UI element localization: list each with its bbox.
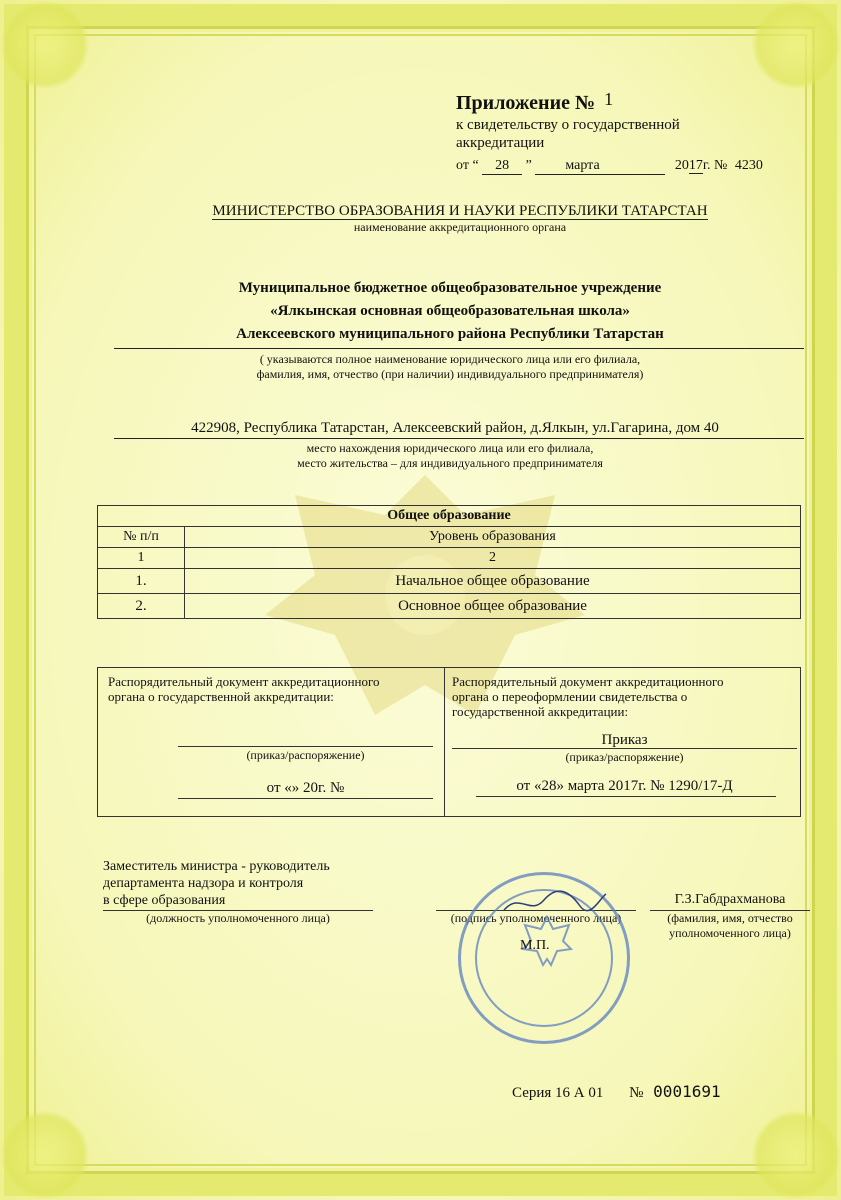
divider bbox=[452, 748, 797, 749]
divider bbox=[114, 438, 804, 439]
divider bbox=[178, 746, 433, 747]
table-title: Общее образование bbox=[98, 506, 801, 527]
serial-number: 0001691 bbox=[653, 1082, 721, 1101]
divider bbox=[114, 348, 804, 349]
appendix-date-line: от “ 28 ” марта 2017г. № 4230 bbox=[456, 158, 763, 173]
organization-name: Муниципальное бюджетное общеобразовательное учреждение «Ялкынская основная общеобразовательная школа» Алексеевского муниципального района Республики Татарстан bbox=[236, 280, 664, 342]
row-number: 1 bbox=[98, 548, 185, 569]
row-level: 2 bbox=[185, 548, 801, 569]
table-row bbox=[98, 594, 801, 619]
authority-block bbox=[180, 203, 740, 235]
table-row bbox=[98, 548, 801, 569]
right-doc-title: Распорядительный документ аккредитационного органа о переоформлении свидетельства о государственной аккредитации: bbox=[452, 674, 724, 719]
corner-ornament bbox=[0, 1110, 90, 1200]
row-level: Начальное общее образование bbox=[185, 569, 801, 594]
right-doc-type: Приказ bbox=[601, 732, 648, 748]
left-doc-date: от «» 20г. № bbox=[266, 780, 345, 796]
month-field: марта bbox=[535, 158, 665, 175]
address-caption: место нахождения юридического лица или его филиала, место жительства – для индивидуального предпринимателя bbox=[297, 441, 603, 470]
appendix-subtitle: к свидетельству о государственной аккредитации bbox=[456, 117, 680, 151]
authority-caption: наименование аккредитационного органа bbox=[353, 220, 567, 234]
signatory-position: Заместитель министра - руководитель департамента надзора и контроля в сфере образования bbox=[103, 859, 330, 908]
table-header-row bbox=[98, 527, 801, 548]
seal-label: М.П. bbox=[520, 938, 550, 953]
table-row bbox=[98, 569, 801, 594]
divider bbox=[178, 798, 433, 799]
col-level-header: Уровень образования bbox=[185, 527, 801, 548]
row-number: 1. bbox=[98, 569, 185, 594]
accreditation-documents bbox=[97, 667, 801, 817]
day-field: 28 bbox=[482, 158, 522, 175]
serial-block: Серия 16 А 01 № 0001691 bbox=[512, 1082, 721, 1101]
corner-ornament bbox=[751, 1110, 841, 1200]
appendix-title: Приложение № 1 bbox=[456, 89, 614, 114]
cert-number: 4230 bbox=[734, 158, 763, 173]
signature-caption: (подпись уполномоченного лица) bbox=[450, 911, 622, 925]
series-label: Серия 16 А 01 bbox=[512, 1085, 604, 1101]
corner-ornament bbox=[0, 0, 90, 90]
year-field: 17 bbox=[688, 158, 703, 173]
appendix-number: 1 bbox=[604, 89, 614, 109]
left-doc-title: Распорядительный документ аккредитационного органа о государственной аккредитации: bbox=[108, 674, 380, 704]
authority-name: МИНИСТЕРСТВО ОБРАЗОВАНИЯ И НАУКИ РЕСПУБЛИКИ ТАТАРСТАН bbox=[212, 203, 708, 219]
right-doc-caption: (приказ/распоряжение) bbox=[565, 750, 684, 764]
row-number: 2. bbox=[98, 594, 185, 619]
row-level: Основное общее образование bbox=[185, 594, 801, 619]
organization-caption: ( указываются полное наименование юридического лица или его филиала, фамилия, имя, отчество (при наличии) индивидуального предпринимателя) bbox=[256, 352, 644, 381]
position-caption: (должность уполномоченного лица) bbox=[146, 911, 330, 925]
divider bbox=[476, 796, 776, 797]
signature-scribble-icon bbox=[500, 888, 610, 918]
address-value: 422908, Республика Татарстан, Алексеевский район, д.Ялкын, ул.Гагарина, дом 40 bbox=[191, 420, 719, 436]
name-caption: (фамилия, имя, отчество уполномоченного лица) bbox=[667, 911, 793, 940]
education-table bbox=[97, 505, 801, 619]
corner-ornament bbox=[751, 0, 841, 90]
left-doc-caption: (приказ/распоряжение) bbox=[246, 748, 365, 762]
signatory-name: Г.З.Габдрахманова bbox=[674, 892, 786, 907]
col-number-header: № п/п bbox=[98, 527, 185, 548]
table-title-row bbox=[98, 506, 801, 527]
right-doc-date: от «28» марта 2017г. № 1290/17-Д bbox=[516, 778, 733, 794]
divider bbox=[444, 668, 445, 816]
